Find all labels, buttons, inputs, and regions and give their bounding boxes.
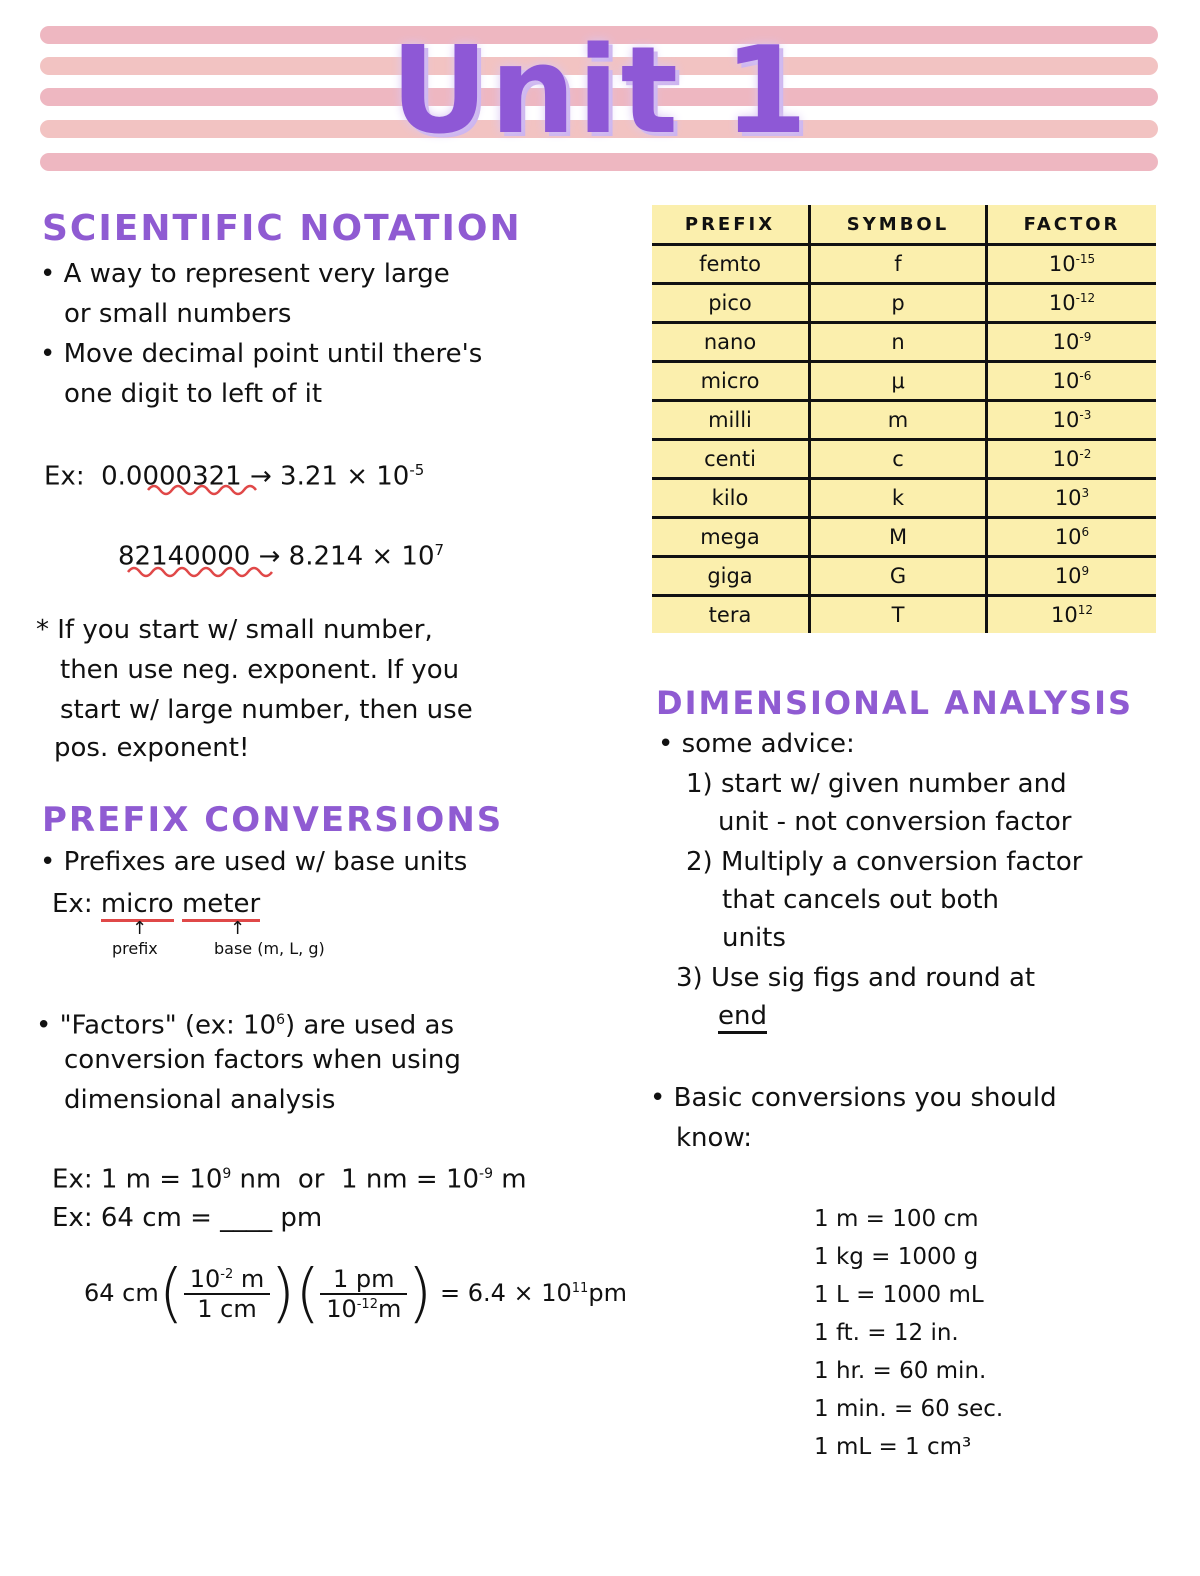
paren: ( xyxy=(158,1257,184,1331)
ex1-exponent: -5 xyxy=(409,461,425,479)
example-base-word: meter xyxy=(182,889,260,922)
conversion-item: 1 m = 100 cm xyxy=(814,1206,979,1232)
prefix-table xyxy=(652,205,1156,633)
prefix-example xyxy=(52,884,260,924)
prefix-bullet2-line1 xyxy=(36,1000,454,1046)
sci-note-line3: start w/ large number, then use xyxy=(60,695,473,725)
prefix-conversions-heading: PREFIX CONVERSIONS xyxy=(42,800,504,840)
prefix-cell: tera xyxy=(708,603,752,627)
fraction-1-numerator xyxy=(184,1265,271,1295)
factor-exponent: 9 xyxy=(1081,564,1090,578)
factor-cell xyxy=(987,401,1157,440)
table-header-row xyxy=(652,205,1156,245)
dim-bullet2-line2: know: xyxy=(676,1123,753,1153)
paren: ) xyxy=(407,1257,433,1331)
sci-note-line4: pos. exponent! xyxy=(54,733,250,763)
factor-base: 10 xyxy=(1054,486,1082,510)
factor-base: 10 xyxy=(1054,525,1082,549)
column-header-symbol: SYMBOL xyxy=(810,205,987,245)
prefix-bullet1: • Prefixes are used w/ base units xyxy=(40,847,468,877)
prefix-label: prefix xyxy=(112,939,158,958)
table-row xyxy=(652,245,1156,284)
factor-cell xyxy=(987,479,1157,518)
f1-num: 10 xyxy=(189,1265,221,1293)
column-header-prefix: PREFIX xyxy=(652,205,810,245)
factor-cell xyxy=(987,440,1157,479)
factor-base: 10 xyxy=(1050,603,1078,627)
factor-exponent: 12 xyxy=(1077,603,1093,617)
sci-bullet2-line1: • Move decimal point until there's xyxy=(40,339,483,369)
table-row xyxy=(652,401,1156,440)
symbol-cell: μ xyxy=(810,362,987,401)
arrow-icon: → xyxy=(258,541,281,572)
exponent: 11 xyxy=(571,1281,589,1296)
scientific-notation-heading: SCIENTIFIC NOTATION xyxy=(42,208,522,249)
table-row xyxy=(652,479,1156,518)
arrow-up-icon: ↑ xyxy=(230,918,246,939)
exponent: -2 xyxy=(220,1267,234,1282)
prefix-bullet2-line3: dimensional analysis xyxy=(64,1085,336,1115)
ex3-part-a: Ex: 1 m = 10 xyxy=(52,1164,223,1195)
prefix-cell: mega xyxy=(652,518,810,557)
dimensional-analysis-heading: DIMENSIONAL ANALYSIS xyxy=(656,684,1134,722)
example-prefix-word: micro xyxy=(101,889,174,922)
ex1-result: 3.21 × 10 xyxy=(280,461,410,492)
prefix-cell: micro xyxy=(652,362,810,401)
exponent: 9 xyxy=(222,1166,232,1182)
symbol-cell: M xyxy=(810,518,987,557)
dim-bullet1: • some advice: xyxy=(658,729,855,759)
ex2-result: 8.214 × 10 xyxy=(288,541,435,572)
factor-exponent: -2 xyxy=(1079,447,1092,461)
table-row xyxy=(652,323,1156,362)
f2-den-unit: m xyxy=(377,1295,402,1323)
base-label: base (m, L, g) xyxy=(214,939,325,958)
sci-bullet2-line2: one digit to left of it xyxy=(64,379,323,409)
factor-exponent: -6 xyxy=(1079,369,1092,383)
prefix-cell: centi xyxy=(652,440,810,479)
exponent: -9 xyxy=(479,1166,494,1182)
ex-label: Ex: xyxy=(52,889,93,919)
dim-step2-line2: that cancels out both xyxy=(722,885,1000,915)
table-row xyxy=(652,362,1156,401)
conversion-item: 1 mL = 1 cm³ xyxy=(814,1434,972,1460)
calc-result: = 6.4 × 10 xyxy=(439,1279,572,1307)
arrow-icon: → xyxy=(249,461,272,492)
factors-text: • "Factors" (ex: 10 xyxy=(36,1010,277,1041)
fraction-2-numerator: 1 pm xyxy=(320,1265,407,1295)
table-row xyxy=(652,596,1156,634)
table-row xyxy=(652,557,1156,596)
dim-step3-line2 xyxy=(718,996,767,1036)
f1-num-unit: m xyxy=(233,1265,265,1293)
ex3-part-b: nm or 1 nm = 10 xyxy=(231,1164,480,1195)
prefix-example-3 xyxy=(52,1154,527,1200)
sci-note-line1: * If you start w/ small number, xyxy=(36,615,433,645)
factor-exponent: 3 xyxy=(1081,486,1090,500)
symbol-cell: G xyxy=(810,557,987,596)
exponent: 6 xyxy=(276,1012,286,1028)
dimensional-calculation xyxy=(84,1257,627,1331)
prefix-cell: pico xyxy=(652,284,810,323)
factor-cell xyxy=(987,362,1157,401)
conversion-item: 1 hr. = 60 min. xyxy=(814,1358,987,1384)
factor-exponent: -12 xyxy=(1075,291,1096,305)
conversion-item: 1 ft. = 12 in. xyxy=(814,1320,959,1346)
ex-label: Ex: xyxy=(44,461,85,492)
conversion-item: 1 kg = 1000 g xyxy=(814,1244,979,1270)
factor-cell xyxy=(987,323,1157,362)
factor-base: 10 xyxy=(1052,447,1080,471)
factor-cell xyxy=(987,596,1157,634)
dim-step2-line3: units xyxy=(722,923,786,953)
fraction-1-denominator: 1 cm xyxy=(197,1295,257,1323)
factor-exponent: -15 xyxy=(1075,252,1096,266)
prefix-example-4: Ex: 64 cm = ____ pm xyxy=(52,1203,323,1233)
symbol-cell: k xyxy=(810,479,987,518)
red-squiggle-underline xyxy=(146,482,266,498)
fraction-2 xyxy=(320,1265,407,1323)
f2-den: 10 xyxy=(326,1295,357,1323)
conversion-item: 1 L = 1000 mL xyxy=(814,1282,984,1308)
factor-cell xyxy=(987,245,1157,284)
prefix-cell: kilo xyxy=(652,479,810,518)
sci-bullet1-line2: or small numbers xyxy=(64,299,292,329)
dim-step1-line1: 1) start w/ given number and xyxy=(686,769,1067,799)
symbol-cell: f xyxy=(810,245,987,284)
end-word: end xyxy=(718,1001,767,1034)
basic-conversions-list xyxy=(814,1200,1003,1466)
table-row xyxy=(652,518,1156,557)
table-row xyxy=(652,440,1156,479)
ex2-input: 82140000 xyxy=(118,541,251,572)
dim-step2-line1: 2) Multiply a conversion factor xyxy=(686,847,1083,877)
symbol-cell: m xyxy=(810,401,987,440)
factor-base: 10 xyxy=(1052,369,1080,393)
ex1-input: 0.0000321 xyxy=(101,461,242,492)
ex3-part-c: m xyxy=(493,1164,527,1195)
factor-exponent: -9 xyxy=(1079,330,1092,344)
calc-result-unit: pm xyxy=(588,1279,627,1307)
conversion-item: 1 min. = 60 sec. xyxy=(814,1396,1004,1422)
factor-base: 10 xyxy=(1052,330,1080,354)
factor-base: 10 xyxy=(1054,564,1082,588)
symbol-cell: T xyxy=(810,596,987,634)
dim-step3-line1: 3) Use sig figs and round at xyxy=(676,963,1036,993)
factor-exponent: 6 xyxy=(1081,525,1090,539)
fraction-1 xyxy=(184,1265,271,1323)
prefix-cell: milli xyxy=(652,401,810,440)
page-title: Unit 1 xyxy=(390,22,810,161)
dim-bullet2-line1: • Basic conversions you should xyxy=(650,1083,1057,1113)
calc-lhs: 64 cm xyxy=(84,1279,159,1307)
factor-cell xyxy=(987,557,1157,596)
sci-bullet1-line1: • A way to represent very large xyxy=(40,259,450,289)
table-row xyxy=(652,284,1156,323)
ex2-exponent: 7 xyxy=(434,541,445,559)
prefix-cell: femto xyxy=(652,245,810,284)
exponent: -12 xyxy=(356,1297,378,1312)
factor-base: 10 xyxy=(1048,291,1076,315)
prefix-bullet2-line2: conversion factors when using xyxy=(64,1045,461,1075)
symbol-cell: p xyxy=(810,284,987,323)
fraction-2-denominator xyxy=(320,1295,407,1323)
symbol-cell: n xyxy=(810,323,987,362)
dim-step1-line2: unit - not conversion factor xyxy=(718,807,1072,837)
symbol-cell: c xyxy=(810,440,987,479)
prefix-cell: giga xyxy=(652,557,810,596)
paren: )( xyxy=(270,1257,321,1331)
sci-note-line2: then use neg. exponent. If you xyxy=(60,655,460,685)
factor-base: 10 xyxy=(1048,252,1076,276)
factor-base: 10 xyxy=(1052,408,1080,432)
prefix-cell: nano xyxy=(652,323,810,362)
factor-cell xyxy=(987,284,1157,323)
column-header-factor: FACTOR xyxy=(987,205,1157,245)
red-squiggle-underline xyxy=(126,564,278,580)
arrow-up-icon: ↑ xyxy=(132,918,148,939)
factors-text-end: ) are used as xyxy=(285,1010,455,1041)
factor-cell xyxy=(987,518,1157,557)
factor-exponent: -3 xyxy=(1079,408,1092,422)
